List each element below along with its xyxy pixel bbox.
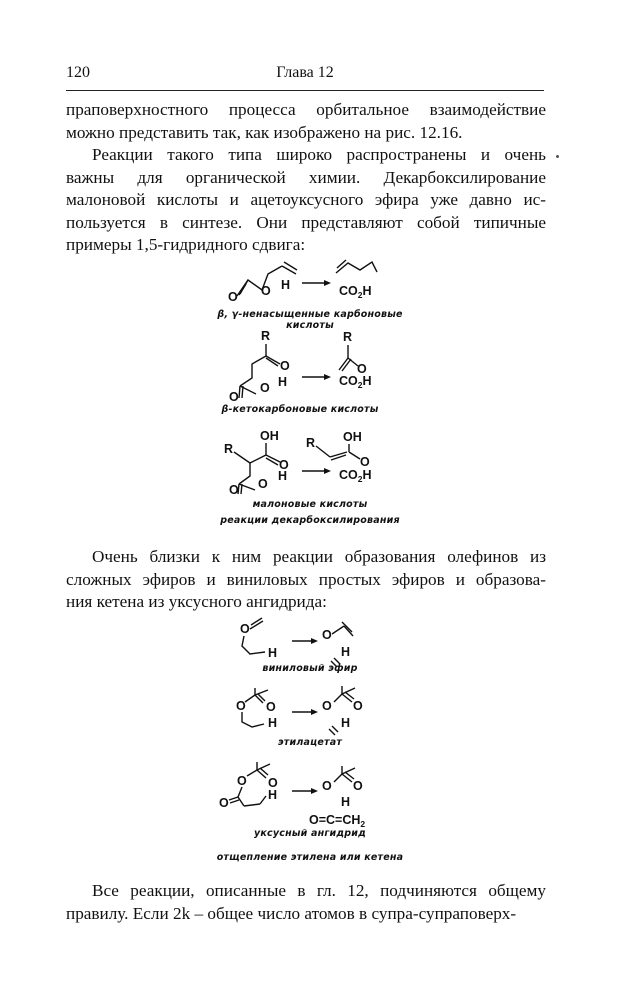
co2h-sub: 2 bbox=[357, 290, 363, 300]
atom-label: O bbox=[240, 622, 250, 636]
atom-label: H bbox=[341, 645, 351, 659]
atom-label: H bbox=[268, 716, 278, 730]
atom-label: O bbox=[357, 362, 367, 376]
text-line: Очень близки к ним реакции образования олефинов из bbox=[92, 547, 546, 566]
text-line: примеры 1,5-гидридного сдвига: bbox=[66, 235, 306, 254]
text-line: ния кетена из уксусного ангидрида: bbox=[66, 592, 327, 611]
text-line: пользуется в синтезе. Они представляют собой типичные bbox=[66, 212, 546, 232]
co2h-end: H bbox=[362, 468, 372, 482]
atom-label: O bbox=[266, 700, 276, 714]
atom-label: O bbox=[322, 779, 332, 793]
atom-label: O bbox=[236, 699, 246, 713]
atom-label: H bbox=[278, 375, 288, 389]
co2h-main: CO bbox=[339, 284, 358, 298]
co2h-sub: 2 bbox=[357, 380, 363, 390]
atom-label: OH bbox=[260, 429, 279, 443]
caption-unsaturated-acids: β, γ-ненасыщенные карбоновые кислоты bbox=[217, 309, 403, 331]
atom-label: H bbox=[341, 795, 351, 809]
atom-label: O bbox=[322, 699, 332, 713]
atom-label: H bbox=[278, 469, 288, 483]
atom-label: O bbox=[353, 779, 363, 793]
atom-label: O bbox=[353, 699, 363, 713]
text-line: правилу. Если 2k – общее число атомов в супра-супраповерх- bbox=[66, 903, 517, 923]
atom-label: O bbox=[229, 483, 239, 497]
caption-decarboxylation: реакции декарбоксилирования bbox=[220, 515, 400, 526]
co2h-main: CO bbox=[339, 374, 358, 388]
atom-label: OH bbox=[343, 430, 362, 444]
text-line: важны для органической химии. Декарбоксилирование bbox=[66, 167, 546, 187]
caption-elimination: отщепление этилена или кетена bbox=[216, 852, 404, 863]
atom-label: O bbox=[279, 458, 289, 472]
atom-label: O bbox=[360, 455, 370, 469]
co2h-sub: 2 bbox=[357, 474, 363, 484]
atom-label: R bbox=[343, 330, 353, 344]
atom-label: R bbox=[261, 329, 271, 343]
atom-label: O bbox=[260, 381, 270, 395]
caption-acetic-anhydride: уксусный ангидрид bbox=[253, 828, 366, 839]
ketene-sub: 2 bbox=[360, 819, 366, 829]
atom-label: O bbox=[268, 776, 278, 790]
text-line: Реакции такого типа широко распространены и очень bbox=[92, 145, 546, 164]
co2h-end: H bbox=[362, 374, 372, 388]
text-line: Все реакции, описанные в гл. 12, подчиняются общему bbox=[92, 881, 546, 900]
atom-label: O bbox=[237, 774, 247, 788]
paragraph-4 bbox=[66, 880, 546, 925]
atom-label: H bbox=[341, 716, 351, 730]
atom-label: O bbox=[258, 477, 268, 491]
reaction-acetic-anhydride bbox=[219, 762, 365, 829]
text-line: можно представить так, как изображено на рис. 12.16. bbox=[66, 122, 463, 142]
caption-malonic-acids: малоновые кислоты bbox=[252, 499, 368, 510]
atom-label: H bbox=[268, 646, 278, 660]
atom-label: H bbox=[268, 788, 278, 802]
caption-vinyl-ether: виниловый эфир bbox=[262, 663, 358, 674]
atom-label: O bbox=[228, 290, 238, 304]
atom-label: H bbox=[281, 278, 291, 292]
caption-keto-acids: β-кетокарбоновые кислоты bbox=[221, 404, 379, 415]
text-line: малоновой кислоты и ацетоуксусного эфира уже давно ис- bbox=[66, 190, 546, 209]
atom-label: R bbox=[224, 442, 234, 456]
atom-label: O bbox=[229, 390, 239, 404]
atom-label: O bbox=[280, 359, 290, 373]
text-line: праповерхностного процесса орбитальное взаимодействие bbox=[66, 100, 546, 119]
reaction-ethyl-acetate bbox=[236, 686, 363, 735]
caption-ethyl-acetate: этилацетат bbox=[277, 737, 343, 748]
co2h-main: CO bbox=[339, 468, 358, 482]
atom-label: R bbox=[306, 436, 316, 450]
page-number: 120 bbox=[66, 64, 90, 81]
atom-label: O bbox=[219, 796, 229, 810]
reaction-vinyl-ether bbox=[240, 618, 353, 667]
atom-label: O bbox=[322, 628, 332, 642]
atom-label: O bbox=[261, 284, 271, 298]
co2h-end: H bbox=[362, 284, 372, 298]
ketene-main: O=C=CH bbox=[309, 813, 361, 827]
text-line: сложных эфиров и виниловых простых эфиров и образова- bbox=[66, 569, 546, 589]
chapter-title: Глава 12 bbox=[276, 64, 334, 81]
ketene-formula bbox=[309, 813, 365, 829]
